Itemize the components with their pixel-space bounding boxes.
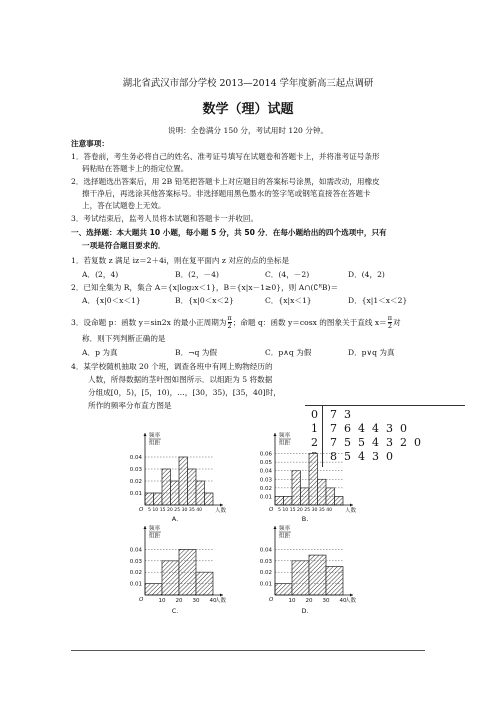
x-tick-labels: 5 10 15 20 25 30 35 40 bbox=[148, 508, 203, 513]
chart-caption: C. bbox=[171, 607, 179, 615]
stem-value: 2 bbox=[311, 436, 318, 449]
y-tick-label: 0.05 bbox=[259, 460, 272, 467]
histogram-bar bbox=[145, 493, 154, 505]
section-1-line-1: 一、选择题：本大题共 10 小题，每小题 5 分，共 50 分．在每小题给出的四个选项中，只有 bbox=[71, 228, 387, 237]
q2-option-c: C．{x|x＜1} bbox=[265, 296, 312, 305]
q1-option-c: C．(4，－2) bbox=[265, 270, 310, 279]
histogram-bar bbox=[318, 479, 327, 505]
q4-line-3: 分组成[0，5)，[5，10)，…，[30，35)，[35，40]时， bbox=[88, 388, 281, 397]
y-tick-label: 0.01 bbox=[259, 581, 272, 588]
q4-line-4: 所作的频率分布直方图是 bbox=[88, 401, 172, 410]
y-tick-label: 0.01 bbox=[259, 494, 272, 501]
leaf-values: 8 5 4 3 0 bbox=[330, 450, 393, 463]
histogram-bar bbox=[154, 493, 163, 505]
leaf-values: 7 6 4 4 3 0 bbox=[330, 422, 407, 435]
leaf-values: 7 5 5 4 3 2 0 bbox=[330, 436, 421, 449]
note-2-line-1: 2．选择题选出答案后，用 2B 铅笔把答题卡上对应题目的答案标号涂黑，如需改动，用橡皮 bbox=[71, 177, 380, 186]
histogram-b bbox=[260, 431, 357, 523]
y-tick-label: 0.04 bbox=[129, 547, 142, 554]
exam-info: 说明：全卷满分 150 分，考试用时 120 分钟。 bbox=[167, 126, 329, 135]
x-tick-label: 10 bbox=[288, 598, 296, 604]
histogram-bar bbox=[171, 481, 180, 505]
y-tick-label: 0.04 bbox=[259, 468, 272, 475]
q3-stem-part-a: 3．设命题 p：函数 y＝sin2x 的最小正周期为 bbox=[71, 317, 227, 327]
q1-option-b: B．(2，－4) bbox=[175, 270, 219, 279]
stem-value: 1 bbox=[311, 422, 318, 435]
q3-frac2-num: π bbox=[387, 314, 393, 322]
x-axis-unit-label: 人数 bbox=[215, 508, 227, 514]
chart-caption: D. bbox=[301, 607, 309, 615]
x-tick-label: 20 bbox=[175, 598, 183, 604]
note-3: 3．考试结束后，监考人员将本试题和答题卡一并收回。 bbox=[71, 214, 259, 223]
y-tick-label: 0.03 bbox=[259, 477, 272, 484]
q2-option-d: D．{x|1＜x＜2} bbox=[348, 296, 408, 305]
q2-option-b: B．{x|0＜x＜2} bbox=[175, 296, 234, 305]
q3-stem-line-2: 称．则下列判断正确的是 bbox=[82, 334, 166, 343]
origin-label: O bbox=[269, 597, 274, 603]
q2-stem: 2．已知全集为 R，集合 A＝{x|log₂x＜1}，B＝{x|x－1≥0}，则 A∩(∁ᴿB)＝ bbox=[71, 283, 339, 292]
histogram-bar bbox=[196, 572, 213, 595]
y-axis-arrow bbox=[144, 433, 147, 436]
y-tick-label: 0.04 bbox=[129, 455, 142, 461]
x-tick-label: 30 bbox=[192, 598, 200, 604]
section-1-line-2: 一项是符合题目要求的． bbox=[82, 241, 166, 250]
histogram-bar bbox=[326, 567, 343, 596]
x-axis-arrow bbox=[220, 504, 223, 507]
y-tick-label: 0.02 bbox=[129, 479, 142, 485]
chart-caption: B. bbox=[301, 515, 309, 523]
x-tick-label: 20 bbox=[305, 598, 313, 604]
histogram-bar bbox=[188, 469, 197, 505]
y-axis-arrow bbox=[274, 433, 277, 436]
stem-value: 0 bbox=[311, 408, 318, 421]
notes-heading: 注意事项： bbox=[71, 139, 109, 148]
q3-option-a: A．p 为真 bbox=[82, 348, 118, 357]
x-tick-label: 40 bbox=[209, 598, 217, 604]
histogram-c bbox=[130, 524, 227, 615]
q4-line-1: 4．某学校随机抽取 20 个班，调查各班中有网上购物经历的 bbox=[71, 362, 273, 371]
x-axis-arrow bbox=[350, 504, 353, 507]
q1-option-a: A．(2，4) bbox=[82, 270, 119, 279]
q3-option-c: C．p∧q 为假 bbox=[265, 348, 312, 357]
x-tick-label: 30 bbox=[322, 598, 330, 604]
y-tick-label: 0.01 bbox=[129, 581, 142, 588]
y-axis-arrow bbox=[274, 526, 277, 529]
subject-title: 数学（理）试题 bbox=[202, 102, 294, 117]
histogram-bar bbox=[145, 584, 162, 595]
x-tick-label: 40 bbox=[339, 598, 347, 604]
x-axis-unit-label: 人数 bbox=[345, 598, 357, 604]
histogram-bar bbox=[162, 561, 179, 595]
x-axis-arrow bbox=[220, 594, 223, 597]
y-tick-label: 0.02 bbox=[259, 485, 272, 492]
histogram-bar bbox=[284, 496, 293, 505]
histogram-bar bbox=[275, 496, 284, 505]
y-label-denominator: 组距 bbox=[149, 533, 161, 540]
origin-label: O bbox=[139, 597, 144, 603]
y-label-denominator: 组距 bbox=[279, 533, 291, 540]
y-label-numerator: 频率 bbox=[149, 433, 161, 439]
y-tick-label: 0.03 bbox=[129, 467, 142, 473]
histogram-bar bbox=[275, 584, 292, 595]
histogram-a bbox=[130, 431, 227, 523]
y-tick-label: 0.03 bbox=[129, 558, 142, 565]
y-label-denominator: 组距 bbox=[279, 440, 291, 447]
y-tick-label: 0.01 bbox=[129, 491, 142, 497]
note-2-line-3: 上，答在试题卷上无效。 bbox=[82, 201, 166, 210]
q2-option-a: A．{x|0＜x＜1} bbox=[82, 296, 141, 305]
y-label-numerator: 频率 bbox=[279, 526, 291, 532]
histogram-bar bbox=[309, 555, 326, 595]
q1-option-d: D．(4，2) bbox=[348, 270, 385, 279]
q3-frac1-num: π bbox=[227, 314, 232, 322]
histogram-bar bbox=[301, 488, 310, 505]
histogram-bar bbox=[205, 493, 214, 505]
q1-stem: 1．若复数 z 满足 iz＝2＋4i，则在复平面内 z 对应的点的坐标是 bbox=[71, 256, 290, 265]
school-title: 湖北省武汉市部分学校 2013—2014 学年度新高三起点调研 bbox=[122, 78, 374, 89]
histogram-bar bbox=[292, 561, 309, 595]
origin-label: O bbox=[269, 507, 274, 513]
q3-frac2-den: 2 bbox=[387, 322, 392, 330]
histogram-d bbox=[260, 524, 357, 615]
q3-option-d: D．p∨q 为真 bbox=[348, 348, 395, 357]
y-tick-label: 0.06 bbox=[259, 451, 272, 458]
histogram-bar bbox=[162, 469, 171, 505]
x-tick-labels: 5 10 15 20 25 30 35 40 bbox=[278, 508, 333, 513]
note-1-line-1: 1．答卷前，考生务必将自己的姓名、准考证号填写在试题卷和答题卡上，并将准考证号条形 bbox=[71, 152, 380, 161]
q3-option-b: B．¬q 为假 bbox=[175, 348, 217, 357]
q3-frac1-den: 2 bbox=[227, 322, 232, 330]
origin-label: O bbox=[139, 507, 144, 513]
histogram-bar bbox=[309, 454, 318, 505]
x-axis-arrow bbox=[350, 594, 353, 597]
x-axis-unit-label: 人数 bbox=[215, 598, 227, 604]
leaf-values: 7 3 bbox=[330, 408, 351, 421]
y-tick-label: 0.04 bbox=[259, 547, 272, 554]
y-label-numerator: 频率 bbox=[149, 526, 161, 532]
y-axis-arrow bbox=[144, 526, 147, 529]
x-tick-label: 10 bbox=[158, 598, 166, 604]
note-1-line-2: 码粘贴在答题卡上的指定位置。 bbox=[82, 164, 189, 173]
footer-rule bbox=[71, 650, 425, 651]
q4-line-2: 人数，所得数据的茎叶图如图所示．以组距为 5 将数据 bbox=[88, 375, 273, 384]
note-2-line-2: 擦干净后，再选涂其他答案标号。非选择题用黑色墨水的签字笔或钢笔直接答在答题卡 bbox=[82, 189, 371, 198]
chart-caption: A. bbox=[171, 515, 179, 523]
y-tick-label: 0.02 bbox=[259, 570, 272, 577]
q3-stem-part-c: 对 bbox=[393, 317, 401, 327]
y-label-numerator: 频率 bbox=[279, 433, 291, 439]
y-tick-label: 0.02 bbox=[129, 570, 142, 577]
x-axis-unit-label: 人数 bbox=[345, 508, 357, 514]
histogram-bar bbox=[335, 496, 344, 505]
histogram-bar bbox=[179, 457, 188, 505]
y-tick-label: 0.03 bbox=[259, 558, 272, 565]
q3-stem-part-b: ；命题 q：函数 y＝cosx 的图象关于直线 x＝ bbox=[232, 317, 387, 327]
y-label-denominator: 组距 bbox=[149, 440, 161, 447]
